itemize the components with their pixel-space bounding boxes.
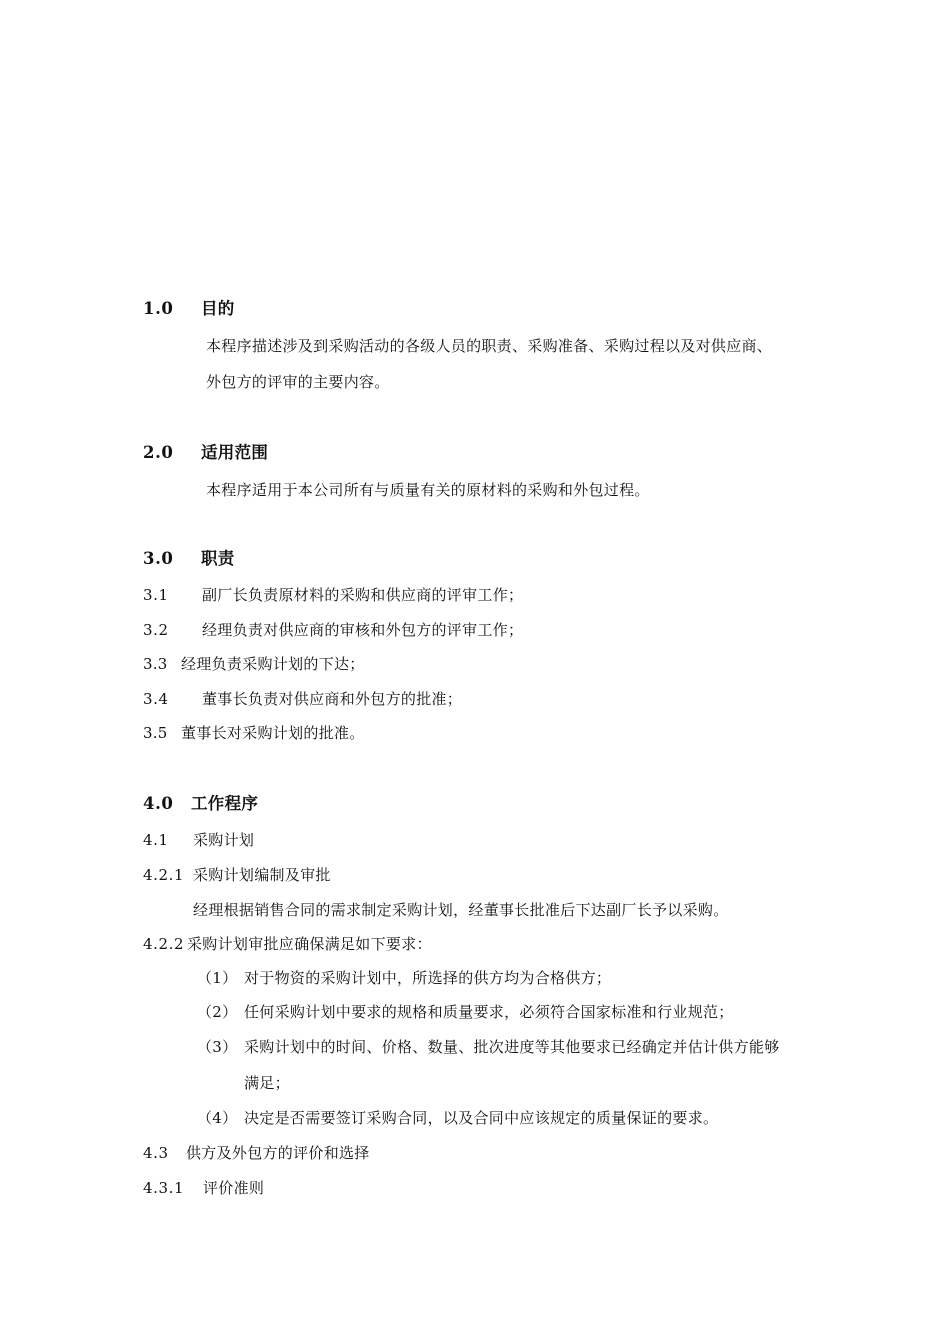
- item-3-3-number: 3.3: [143, 655, 168, 673]
- requirement-2-mark: （2）: [197, 1003, 238, 1021]
- item-3-2-text: 经理负责对供应商的审核和外包方的评审工作；: [202, 621, 524, 639]
- item-4-1-number: 4.1: [143, 831, 169, 849]
- item-3-1-text: 副厂长负责原材料的采购和供应商的评审工作；: [202, 586, 524, 604]
- item-3-4-text: 董事长负责对供应商和外包方的批准；: [202, 690, 463, 708]
- item-4-3-text: 供方及外包方的评价和选择: [186, 1144, 370, 1162]
- requirement-4-mark: （4）: [197, 1109, 238, 1127]
- item-4-1-text: 采购计划: [193, 831, 255, 849]
- section-2-paragraph: 本程序适用于本公司所有与质量有关的原材料的采购和外包过程。: [206, 481, 650, 499]
- item-3-2-number: 3.2: [143, 621, 169, 639]
- item-4-3-1-text: 评价准则: [203, 1179, 265, 1197]
- item-3-5-number: 3.5: [143, 724, 168, 742]
- requirement-3-text: 采购计划中的时间、价格、数量、批次进度等其他要求已经确定并估计供方能够: [244, 1038, 780, 1056]
- section-1-paragraph-line-2: 外包方的评审的主要内容。: [206, 373, 390, 391]
- requirement-2-text: 任何采购计划中要求的规格和质量要求，必须符合国家标准和行业规范；: [244, 1003, 734, 1021]
- section-3-number: 3.0: [143, 549, 174, 568]
- item-3-1-number: 3.1: [143, 586, 169, 604]
- item-3-4-number: 3.4: [143, 690, 169, 708]
- item-4-3-1-number: 4.3.1: [143, 1179, 185, 1197]
- section-1-paragraph-line-1: 本程序描述涉及到采购活动的各级人员的职责、采购准备、采购过程以及对供应商、: [206, 337, 773, 355]
- requirement-3-continuation: 满足；: [244, 1074, 290, 1092]
- requirement-1-mark: （1）: [197, 969, 238, 987]
- item-4-2-2-text: 采购计划审批应确保满足如下要求：: [187, 935, 432, 953]
- item-4-2-1-text: 采购计划编制及审批: [193, 866, 331, 884]
- item-3-3-text: 经理负责采购计划的下达；: [181, 655, 365, 673]
- item-4-3-number: 4.3: [143, 1144, 169, 1162]
- requirement-1-text: 对于物资的采购计划中，所选择的供方均为合格供方；: [244, 969, 612, 987]
- item-4-2-2-number: 4.2.2: [143, 935, 185, 953]
- section-1-number: 1.0: [143, 299, 174, 318]
- section-4-title: 工作程序: [191, 794, 259, 813]
- section-1-title: 目的: [201, 299, 235, 318]
- section-3-title: 职责: [201, 549, 235, 568]
- requirement-4-text: 决定是否需要签订采购合同，以及合同中应该规定的质量保证的要求。: [244, 1109, 719, 1127]
- item-4-2-1-number: 4.2.1: [143, 866, 185, 884]
- requirement-3-mark: （3）: [197, 1038, 238, 1056]
- item-3-5-text: 董事长对采购计划的批准。: [181, 724, 365, 742]
- section-2-number: 2.0: [143, 443, 174, 462]
- item-4-2-1-paragraph: 经理根据销售合同的需求制定采购计划，经董事长批准后下达副厂长予以采购。: [193, 901, 729, 919]
- section-2-title: 适用范围: [201, 443, 269, 462]
- section-4-number: 4.0: [143, 794, 174, 813]
